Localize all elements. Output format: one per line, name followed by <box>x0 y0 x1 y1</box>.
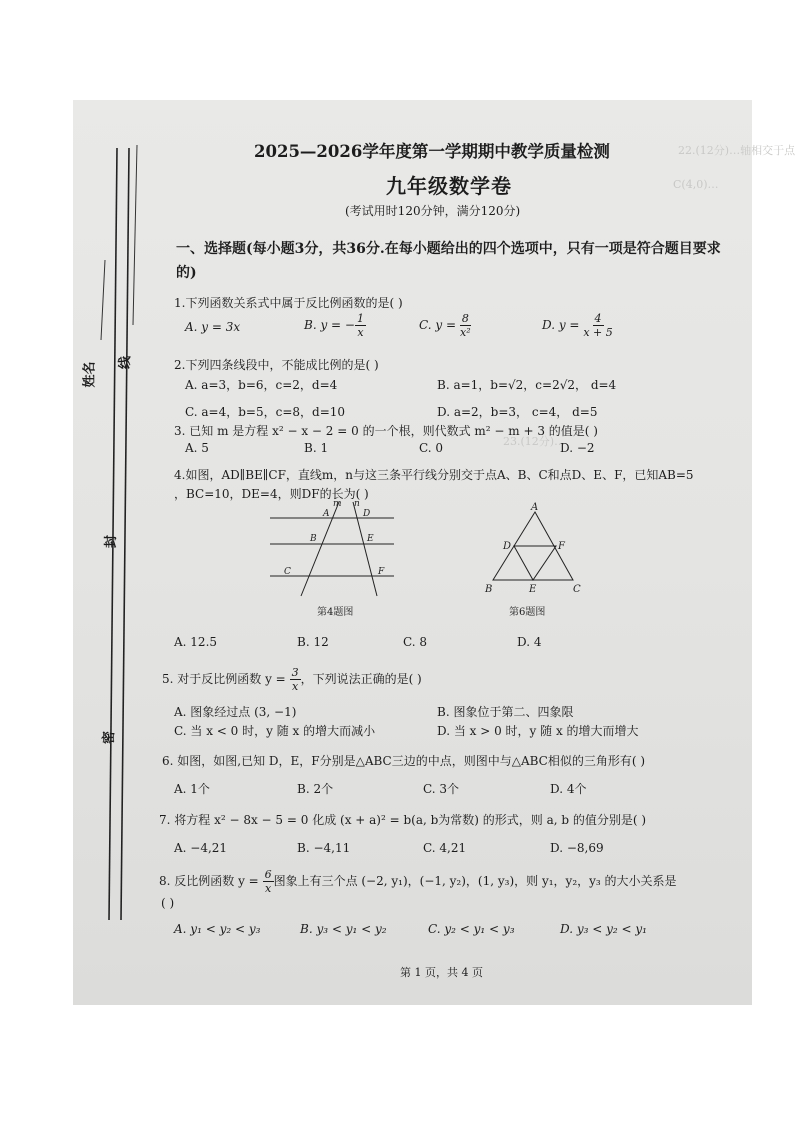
fig4-caption: 第4题图 <box>317 607 354 618</box>
q7-stem: 7. 将方程 x² − 8x − 5 = 0 化成 (x + a)² = b(a, b为常数) 的形式，则 a, b 的值分别是( ) <box>159 813 647 827</box>
fig4-label: E <box>367 534 374 544</box>
q4-option-b: B. 12 <box>297 635 329 649</box>
q8-option-d: D. y₃ < y₂ < y₁ <box>560 922 647 936</box>
fig4-label: B <box>310 534 317 544</box>
q4-stem-cont: ，BC=10，DE=4，则DF的长为( ) <box>174 487 369 501</box>
q6-option-b: B. 2个 <box>297 782 334 796</box>
q6-stem: 6. 如图，如图,已知 D，E，F分别是△ABC三边的中点，则图中与△ABC相似的三角形有( ) <box>162 754 646 768</box>
bleed-text: 22.(12分)…轴相交于点 <box>678 144 795 157</box>
q6-option-a: A. 1个 <box>174 782 210 796</box>
q2-option-b: B. a=1，b=√2，c=2√2， d=4 <box>437 378 617 392</box>
fig4-label: m <box>333 499 342 509</box>
line-label: 线 <box>118 355 134 370</box>
q5-stem: 5. 对于反比例函数 y = $\frac{3}{x}$ ，下列说法正确的是( ) <box>162 666 422 693</box>
q5-option-c: C. 当 x < 0 时，y 随 x 的增大而减小 <box>174 724 376 738</box>
fig6-label: F <box>558 541 565 552</box>
fig4-label: F <box>378 567 385 577</box>
q8-option-c: C. y₂ < y₁ < y₃ <box>428 922 515 936</box>
exam-sheet <box>73 100 795 1005</box>
page-footer: 第 1 页，共 4 页 <box>400 966 483 979</box>
q1-option-d: D. y = $\frac{4}{x + 5}$ <box>542 312 613 339</box>
q8-stem: 8. 反比例函数 y = $\frac{6}{x}$ 图象上有三个点 (−2, y₁)，(−1, y₂)，(1, y₃)，则 y₁，y₂，y₃ 的大小关系是 <box>159 868 677 895</box>
q3-option-c: C. 0 <box>419 441 444 455</box>
q2-option-d: D. a=2，b=3， c=4， d=5 <box>437 405 598 419</box>
q4-option-a: A. 12.5 <box>174 635 218 649</box>
q7-option-a: A. −4,21 <box>174 841 228 855</box>
section-heading-cont: 的) <box>176 265 197 281</box>
exam-title: 2025—2026学年度第一学期期中教学质量检测 <box>254 142 610 161</box>
q2-stem: 2.下列四条线段中，不能成比例的是( ) <box>174 358 379 372</box>
q6-option-c: C. 3个 <box>423 782 460 796</box>
fig4-label: A <box>323 509 330 519</box>
q5-option-a: A. 图象经过点 (3, −1) <box>174 705 297 719</box>
fig4-label: n <box>354 499 360 509</box>
exam-subtitle: 九年级数学卷 <box>386 174 512 198</box>
q3-option-a: A. 5 <box>185 441 209 455</box>
fig6-label: E <box>529 584 537 595</box>
q2-option-c: C. a=4，b=5，c=8，d=10 <box>185 405 346 419</box>
q3-stem: 3. 已知 m 是方程 x² − x − 2 = 0 的一个根，则代数式 m² − m + 3 的值是( ) <box>174 424 598 438</box>
fig6-label: C <box>573 584 581 595</box>
section-heading: 一、选择题(每小题3分，共36分.在每小题给出的四个选项中，只有一项是符合题目要求 <box>176 241 721 257</box>
binding-margin <box>73 100 153 1005</box>
fig4-label: D <box>363 509 371 519</box>
q5-option-d: D. 当 x > 0 时，y 随 x 的增大而增大 <box>437 724 639 738</box>
q8-stem-cont: ( ) <box>161 896 175 910</box>
figure-6 <box>483 498 583 598</box>
figure-4 <box>268 498 403 598</box>
q6-option-d: D. 4个 <box>550 782 587 796</box>
q8-option-a: A. y₁ < y₂ < y₃ <box>174 922 261 936</box>
seal-label: 封 <box>104 534 120 549</box>
exam-note: (考试用时120分钟，满分120分) <box>345 204 521 218</box>
q1-option-c: C. y = $\frac{8}{\text{x²}}$ <box>419 312 471 339</box>
q7-option-c: C. 4,21 <box>423 841 467 855</box>
fig6-label: D <box>503 541 512 552</box>
fig6-label: A <box>531 502 539 513</box>
fig6-label: B <box>485 584 493 595</box>
bleed-text: 23.(12分)… <box>503 435 566 448</box>
q4-option-d: D. 4 <box>517 635 542 649</box>
fig4-label: C <box>284 567 291 577</box>
bleed-text: C(4,0)… <box>673 178 719 191</box>
q7-option-b: B. −4,11 <box>297 841 351 855</box>
q1-option-a: A. y = 3x <box>185 320 241 334</box>
fig6-caption: 第6题图 <box>509 607 546 618</box>
q1-stem: 1.下列函数关系式中属于反比例函数的是( ) <box>174 296 403 310</box>
q8-option-b: B. y₃ < y₁ < y₂ <box>300 922 387 936</box>
secret-label: 密 <box>102 730 118 745</box>
q5-option-b: B. 图象位于第二、四象限 <box>437 705 574 719</box>
q3-option-b: B. 1 <box>304 441 329 455</box>
q4-option-c: C. 8 <box>403 635 428 649</box>
q7-option-d: D. −8,69 <box>550 841 604 855</box>
q1-option-b: B. y = − $\frac{1}{x}$ <box>304 312 364 339</box>
q3-option-d: D. −2 <box>560 441 595 455</box>
q4-stem: 4.如图，AD∥BE∥CF，直线m，n与这三条平行线分别交于点A、B、C和点D、E、F，已知AB=5 <box>174 468 694 482</box>
q2-option-a: A. a=3，b=6，c=2，d=4 <box>185 378 338 392</box>
name-label: 姓名 <box>82 361 98 388</box>
